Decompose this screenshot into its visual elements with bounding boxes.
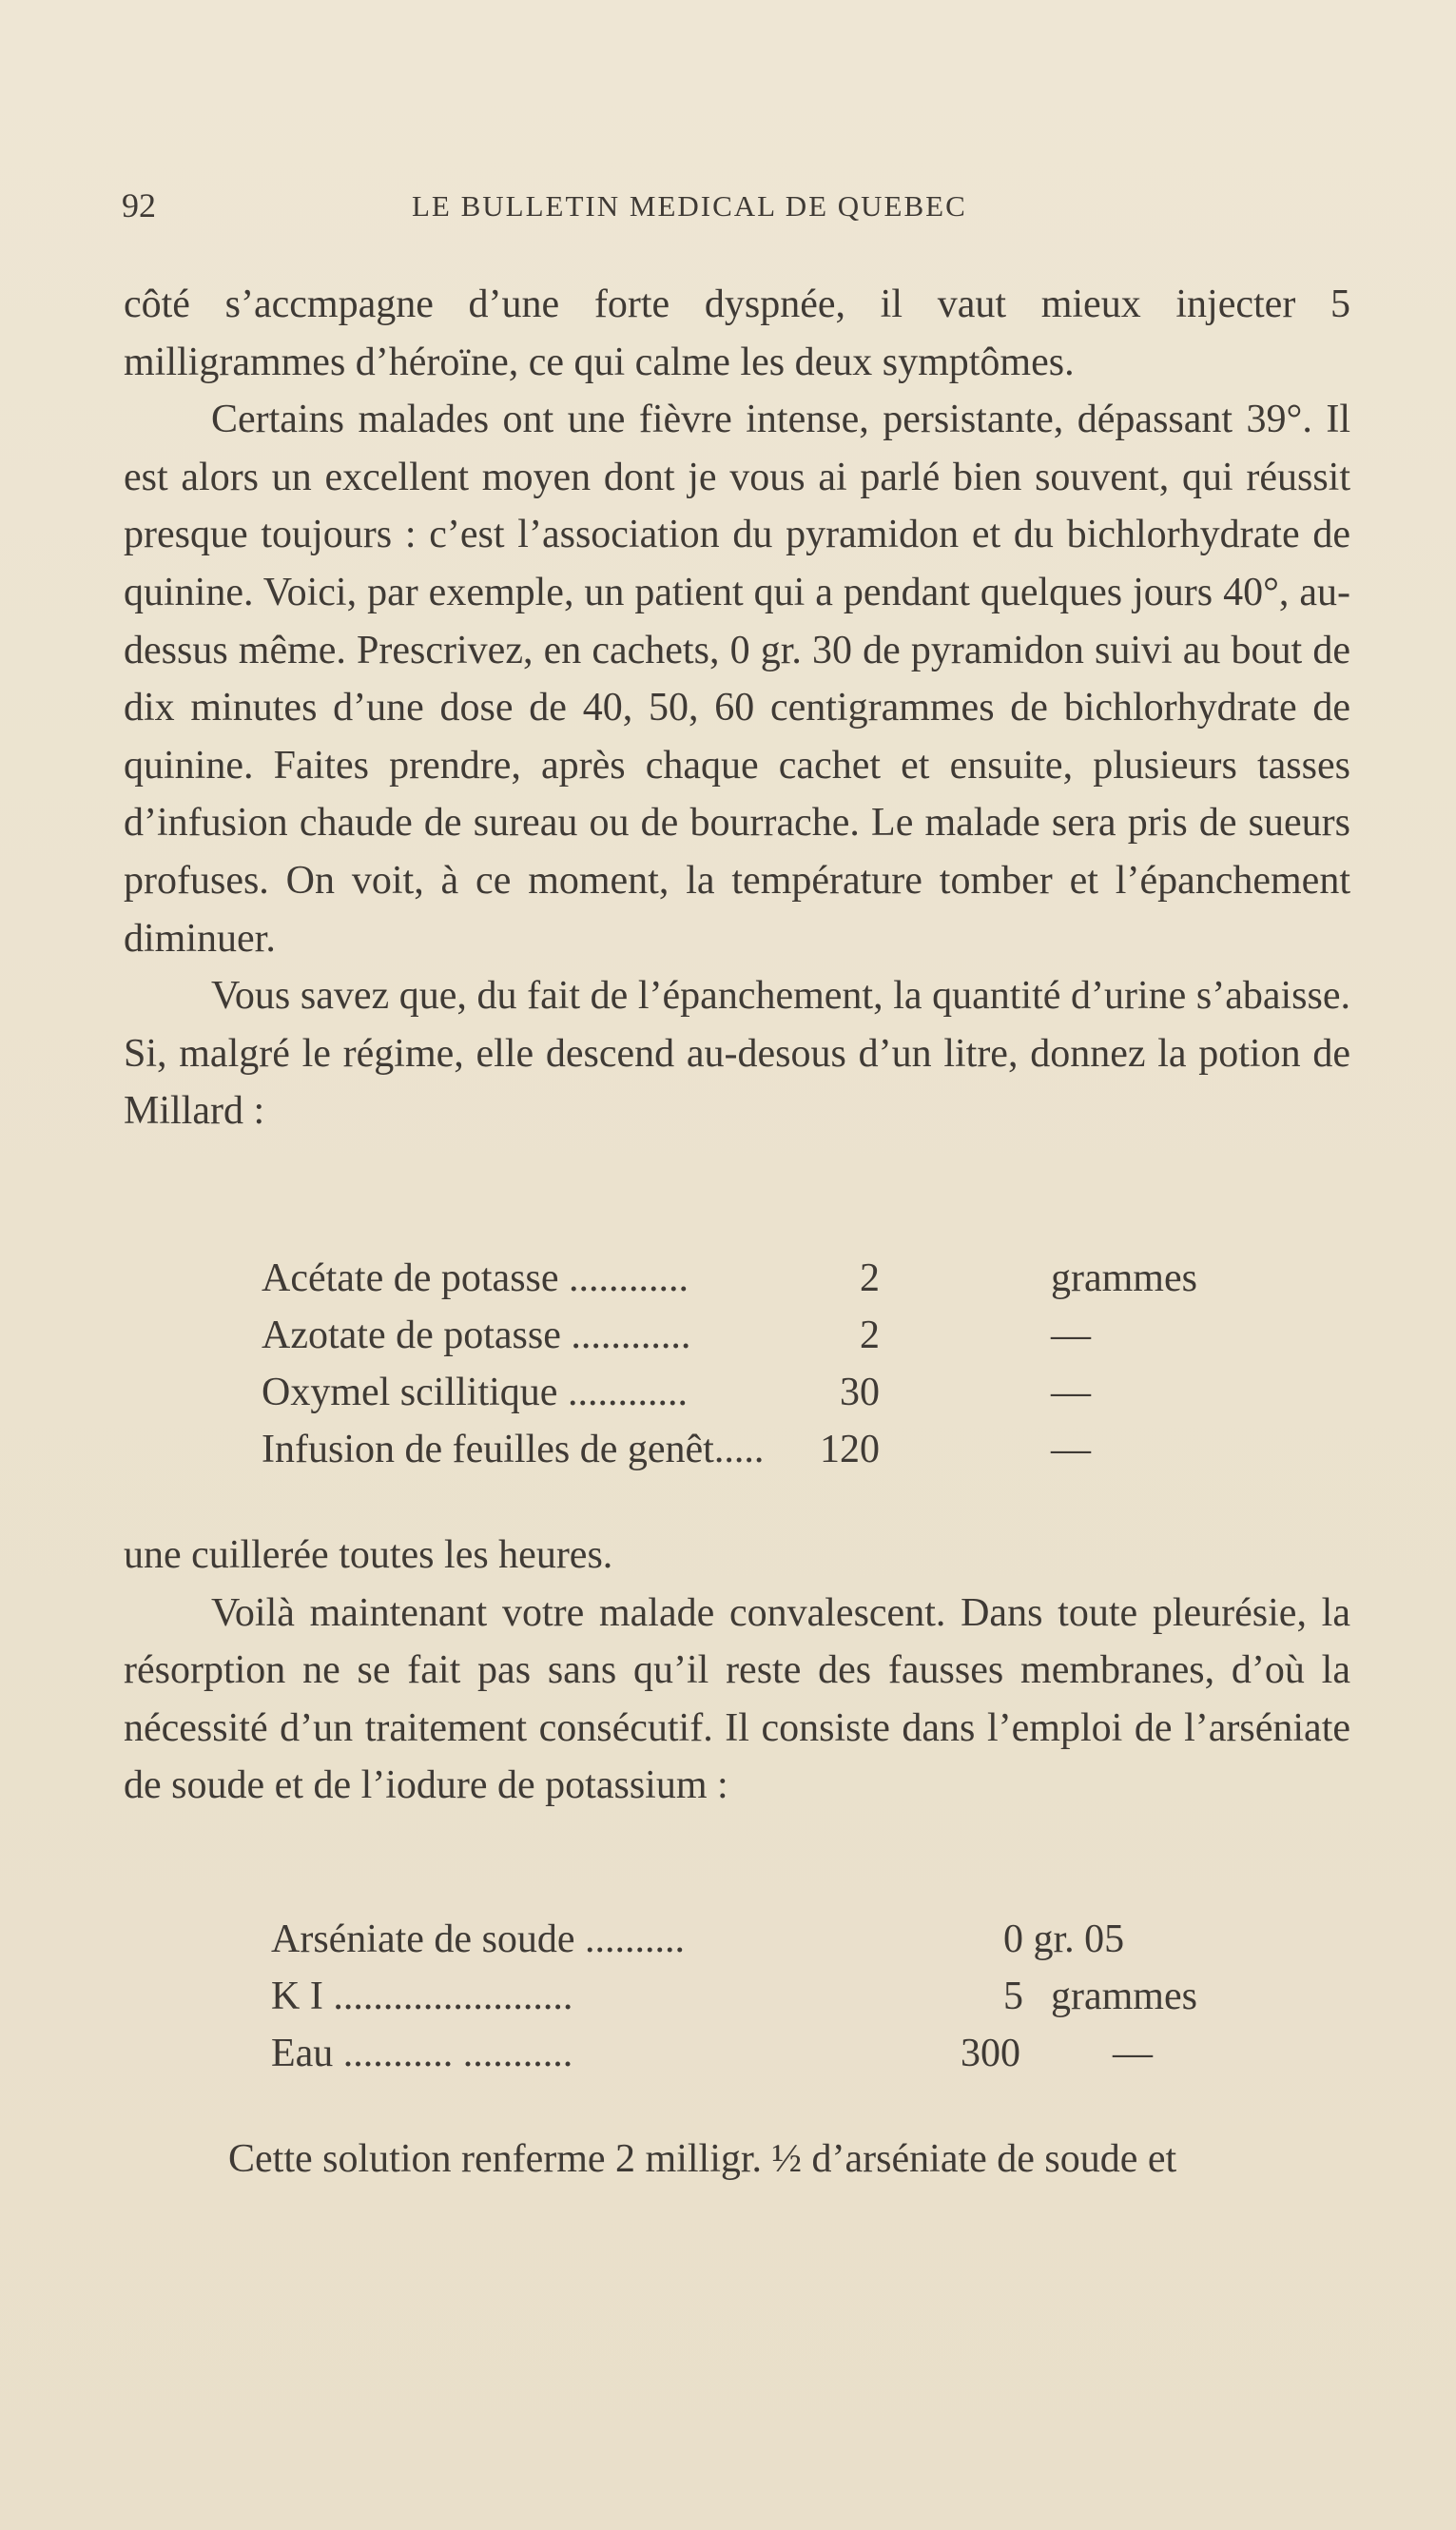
- paragraph-3: Vous savez que, du fait de l’épanchement, la quantité d’urine s’abaisse. Si, malgré le régime, elle descend au-desous d’un litre, donnez la potion de Millard :: [124, 974, 1350, 1134]
- paragraph-5: Voilà maintenant votre malade convalescent. Dans toute pleurésie, la résorption ne se fait pas sans qu’il reste des fausses membranes, d’où la nécessité d’un traitement consécutif. Il consiste dans l’emploi de l’arséniate de soude et de l’iodure de potassium :: [124, 1590, 1350, 1808]
- prescription-unit: —: [1113, 2032, 1153, 2075]
- prescription-quantity: 2: [860, 1314, 880, 1357]
- prescription-item: Eau ........... ...........: [271, 2032, 573, 2075]
- prescription-row: [262, 1427, 1260, 1484]
- prescription-item: Oxymel scillitique ............: [262, 1371, 688, 1414]
- prescription-row: [262, 1313, 1260, 1370]
- prescription-quantity: 2: [860, 1256, 880, 1300]
- prescription-quantity: 5: [1003, 1975, 1023, 2018]
- body-text-3: [228, 2131, 1350, 2189]
- prescription-item: Infusion de feuilles de genêt.....: [262, 1428, 765, 1471]
- prescription-row: [262, 1255, 1260, 1313]
- prescription-unit: —: [1051, 1371, 1091, 1414]
- prescription-unit: grammes: [1051, 1975, 1197, 2018]
- prescription-row: [271, 1974, 1270, 2031]
- paragraph-6: Cette solution renferme 2 milligr. ½ d’arséniate de soude et: [228, 2137, 1177, 2181]
- paragraph-2: Certains malades ont une fièvre intense, persistante, dépassant 39°. Il est alors un excellent moyen dont je vous ai parlé bien souvent, qui réussit presque toujours : c’est l’association du pyramidon et du bichlorhydrate de quinine. Voici, par exemple, un patient qui a pendant quelques jours 40°, au-dessus même. Prescrivez, en cachets, 0 gr. 30 de pyramidon suivi au bout de dix minutes d’une dose de 40, 50, 60 centigrammes de bichlorhydrate de quinine. Faites prendre, après chaque cachet et ensuite, plusieurs tasses d’infusion chaude de sureau ou de bourrache. Le malade sera pris de sueurs profuses. On voit, à ce moment, la température tomber et l’épanchement diminuer.: [124, 398, 1350, 961]
- prescription-row: [271, 2031, 1270, 2088]
- prescription-row: [262, 1370, 1260, 1427]
- prescription-item: Azotate de potasse ............: [262, 1314, 691, 1357]
- prescription-item: K I ........................: [271, 1975, 573, 2018]
- paragraph-1: côté s’accmpagne d’une forte dyspnée, il vaut mieux injecter 5 milligrammes d’héroïne, ce qui calme les deux symptômes.: [124, 282, 1350, 384]
- prescription-unit: —: [1051, 1428, 1091, 1471]
- prescription-item: Arséniate de soude ..........: [271, 1917, 686, 1961]
- paragraph-4: une cuillerée toutes les heures.: [124, 1533, 613, 1577]
- prescription-quantity: 0 gr. 05: [1003, 1917, 1125, 1961]
- prescription-unit: grammes: [1051, 1256, 1197, 1300]
- prescription-unit: —: [1051, 1314, 1091, 1357]
- body-text-2: [124, 1527, 1350, 1815]
- prescription-quantity: 120: [820, 1428, 880, 1471]
- running-head: LE BULLETIN MEDICAL DE QUEBEC: [412, 189, 967, 223]
- prescription-quantity: 300: [961, 2032, 1020, 2075]
- body-text: [124, 276, 1350, 1140]
- page-header: [122, 185, 1349, 233]
- prescription-table-2: [271, 1917, 1270, 2088]
- prescription-row: [271, 1917, 1270, 1974]
- prescription-quantity: 30: [840, 1371, 880, 1414]
- prescription-table-1: [262, 1255, 1260, 1484]
- prescription-item: Acétate de potasse ............: [262, 1256, 689, 1300]
- page-number: 92: [122, 186, 156, 224]
